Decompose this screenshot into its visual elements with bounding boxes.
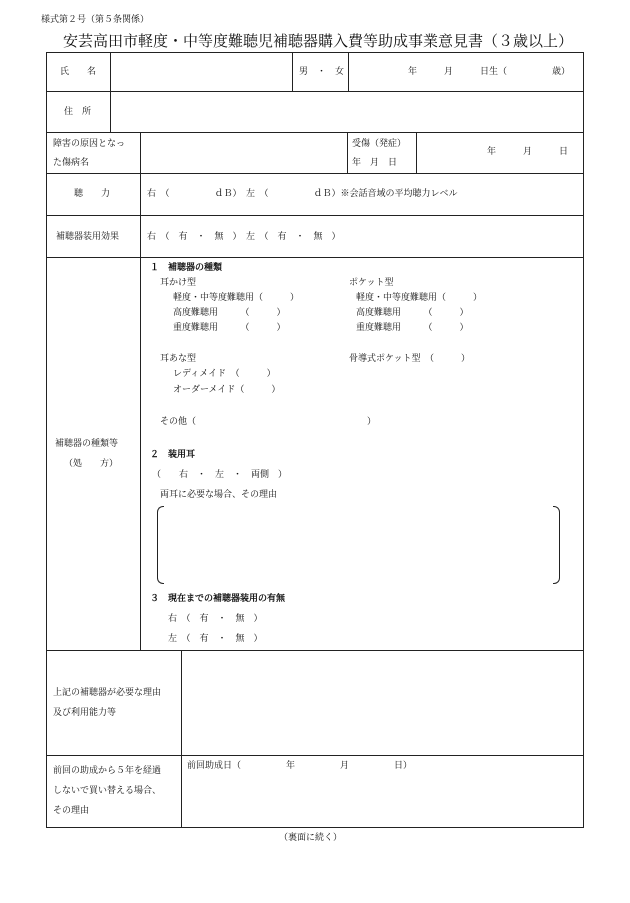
pocket-item: 軽度・中等度難聴用（ ） xyxy=(356,293,483,303)
pocket-item: 重度難聴用 （ ） xyxy=(356,323,469,333)
page-title: 安芸高田市軽度・中等度難聴児補聴器購入費等助成事業意見書（３歳以上） xyxy=(63,32,574,50)
onset-label: 受傷（発症） xyxy=(352,139,407,149)
reason-label: 上記の補聴器が必要な理由 xyxy=(53,688,162,698)
hearing-value: 右 （ ｄＢ） 左 （ ｄＢ）※会話音域の平均聴力レベル xyxy=(147,189,458,199)
effect-label: 補聴器装用効果 xyxy=(56,232,120,242)
onset-date: 年 月 日 xyxy=(487,147,569,157)
birth-date: 年 月 日生（ 歳） xyxy=(408,67,571,77)
onset-label-2: 年 月 日 xyxy=(352,158,398,168)
cause-label: 障害の原因となっ xyxy=(53,139,126,149)
reason-label-2: 及び利用能力等 xyxy=(53,708,117,718)
ear-hole-type: 耳あな型 xyxy=(160,354,197,364)
type-label: 補聴器の種類等 xyxy=(55,439,119,449)
left-ear-use: 左 （ 有 ・ 無 ） xyxy=(168,634,263,644)
ear-hook-type: 耳かけ型 xyxy=(160,278,197,288)
ear-hole-item: オーダーメイド（ ） xyxy=(173,385,281,395)
sex-options: 男 ・ 女 xyxy=(299,67,345,77)
section-2-heading: ２ 装用耳 xyxy=(150,450,196,460)
ear-options: （ 右 ・ 左 ・ 両側 ） xyxy=(152,470,288,480)
continued-note: （裏面に続く） xyxy=(279,833,343,843)
name-label: 氏 名 xyxy=(60,67,97,77)
replace-label-2: しないで買い替える場合、 xyxy=(53,786,162,796)
right-ear-use: 右 （ 有 ・ 無 ） xyxy=(168,614,263,624)
section-3-heading: ３ 現在までの補聴器装用の有無 xyxy=(150,594,286,604)
effect-value: 右 （ 有 ・ 無 ） 左 （ 有 ・ 無 ） xyxy=(147,232,341,242)
reason-bracket-left xyxy=(157,506,164,584)
other-type: その他（ ） xyxy=(160,417,377,427)
pocket-type: ポケット型 xyxy=(349,278,394,288)
pocket-item: 高度難聴用 （ ） xyxy=(356,308,469,318)
hearing-label: 聴 力 xyxy=(74,189,111,199)
address-label: 住 所 xyxy=(64,107,92,117)
ear-hook-item: 高度難聴用 （ ） xyxy=(173,308,286,318)
both-ears-reason-label: 両耳に必要な場合、その理由 xyxy=(160,490,278,500)
replace-label-3: その理由 xyxy=(53,806,90,816)
ear-hook-item: 重度難聴用 （ ） xyxy=(173,323,286,333)
type-label-2: （処 方） xyxy=(64,459,119,469)
reason-bracket-right xyxy=(553,506,560,584)
cause-label-2: た傷病名 xyxy=(53,158,90,168)
form-number: 様式第２号（第５条関係） xyxy=(41,15,150,25)
ear-hole-item: レディメイド （ ） xyxy=(173,369,276,379)
bone-conduction-type: 骨導式ポケット型 （ ） xyxy=(349,354,471,364)
section-1-heading: １ 補聴器の種類 xyxy=(150,263,223,273)
previous-grant-date: 前回助成日（ 年 月 日） xyxy=(187,761,413,771)
ear-hook-item: 軽度・中等度難聴用（ ） xyxy=(173,293,300,303)
replace-label: 前回の助成から５年を経過 xyxy=(53,766,162,776)
